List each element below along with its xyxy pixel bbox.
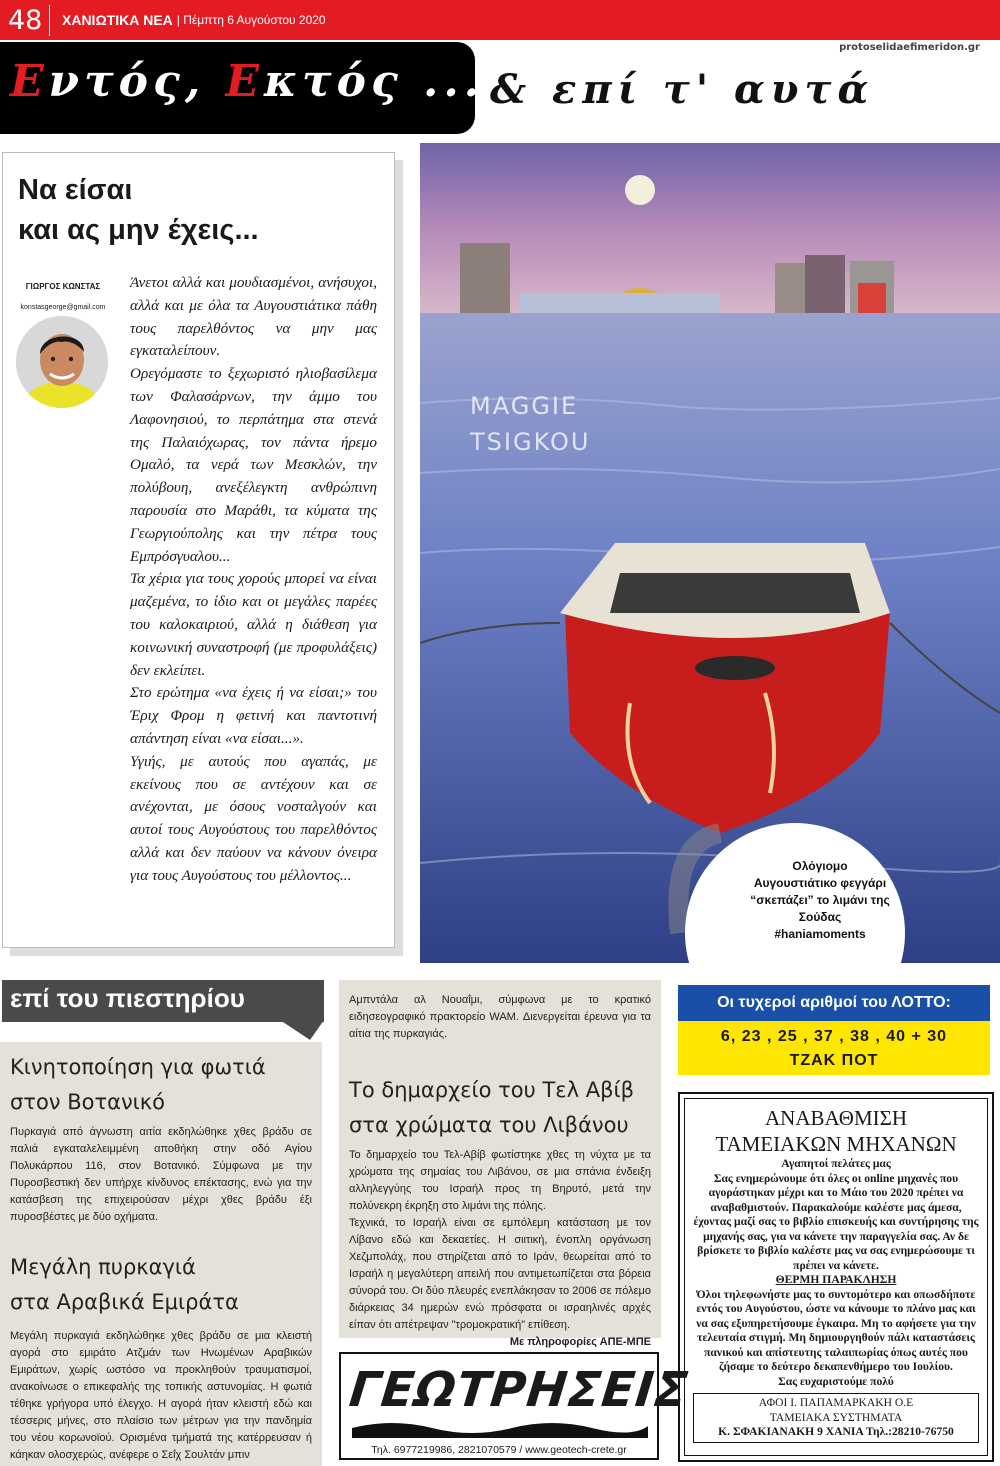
story-title <box>10 1250 312 1320</box>
watermark: protoselidaefimeridon.gr <box>839 42 980 53</box>
ad-inner-frame <box>684 1098 988 1456</box>
banner-cap-2: Ε <box>225 56 265 107</box>
signature-line: MAGGIE <box>470 392 579 420</box>
signature-line: TSIGKOU <box>470 428 591 456</box>
caption-line: Ολόγιομο <box>792 859 848 873</box>
column-paragraph: Άνετοι αλλά και μουδιασμένοι, ανήσυχοι, αλλά και με όλα τα Αυγουστιάτικα πάθη τους παρελθόντος να μην μας εγκαταλείπουν. <box>130 274 377 360</box>
wave-graphic <box>352 1418 648 1438</box>
press-section-title: επί του πιεστηρίου <box>10 983 245 1013</box>
banner-cap-1: Ε <box>10 56 49 107</box>
press-column-1 <box>0 1042 322 1466</box>
section-banner-subtitle: & επί τ' αυτά <box>490 66 875 113</box>
harbor-boat-photo <box>420 143 1000 963</box>
ad-thanks: Σας ευχαριστούμε πολύ <box>778 1374 894 1388</box>
ad-plea-title: ΘΕΡΜΗ ΠΑΡΑΚΛΗΣΗ <box>775 1273 897 1286</box>
ad-title-line: ΤΑΜΕΙΑΚΩΝ ΜΗΧΑΝΩΝ <box>715 1132 957 1156</box>
column-paragraph: Στο ερώτημα «να έχεις ή να είσαι;» του Έριχ Φρομ η φετινή και παντοτινή απάντηση είναι «να είσαι...». <box>130 684 377 747</box>
publication-date: | Πέμπτη 6 Αυγούστου 2020 <box>176 13 326 27</box>
column-paragraph: Ορεγόμαστε το ξεχωριστό ηλιοβασίλεμα των Φαλασάρνων, την άμμο του Λαφονησιού, το περπάτημα στα στενά της Παλαιόχωρας, τον πάντα ήρεμο Ομαλό, τα νερά των Μεσκλών, την πολύβουη, ανεξέλεγκτη ανθρώπινη παρουσία στο Μαράθι, τα κύματα της Γεωργιούπολης και την πέτρα τους Εμπρόσγυαλου... <box>130 365 377 565</box>
column-paragraph: Τα χέρια για τους χορούς μπορεί να είναι μαζεμένα, το ίδιο και οι μεγάλες παρέες του καλοκαιριού, αλλά η διάθεση για κοινωνική συναστροφή (με προφυλάξεις) δεν εκλείπει. <box>130 570 377 679</box>
banner-word-1: ντός, <box>48 56 226 107</box>
caption-line: Σούδας <box>798 910 842 924</box>
story-title-line: Το δημαρχείο του Τελ Αβίβ <box>349 1078 635 1102</box>
lotto-numbers: 6, 23 , 25 , 37 , 38 , 40 + 30 <box>720 1028 948 1045</box>
story-title-line: Κινητοποίηση για φωτιά <box>10 1055 266 1079</box>
story-title-line: στα χρώματα του Λιβάνου <box>349 1113 629 1137</box>
caption-line: Αυγουστιάτικο φεγγάρι <box>753 876 887 890</box>
story-block <box>0 1042 322 1464</box>
ad-paragraph: Όλοι τηλεφωνήστε μας το συντομότερο και οπωσδήποτε εντός του Αυγούστου, ώστε να κάνουμε το πλάνο μας και να σας εξυπηρετήσουμε έγκαιρα. Μη το αφήσετε για την τελευταία στιγμή. Μη δημιουργηθούν πάλι καταστάσεις πανικού και απίστευτης ταλαιπωρίας όπως αυτές που ζήσαμε το δεύτερο δεκαπενθήμερο του Ιουλίου. <box>696 1287 976 1373</box>
author-email: konstasgeorge@gmail.com <box>20 304 106 311</box>
geotrisis-contact: Τηλ. 6977219986, 2821070579 / www.geotech-crete.gr <box>371 1444 627 1456</box>
story-body: Πυρκαγιά από άγνωστη αιτία εκδηλώθηκε χθες βράδυ σε παλιά εγκαταλελειμμένη αποθήκη στην οδό Αγίου Πολυκάρπου 116, στον Βοτανικό. Σύμφωνα με την Πυροσβεστική δεν υπήρχε κίνδυνος επέκτασης, ενώ για την κατάσβεση της επιχειρούσαν μέχρι χθες βράδυ έξι πυροσβέστες με δύο οχήματα. <box>10 1126 312 1223</box>
section-banner-title <box>10 56 484 107</box>
column-title <box>18 170 388 250</box>
caption-hashtag: #haniamoments <box>774 927 866 941</box>
column-title-line: και ας μην έχεις... <box>18 214 259 246</box>
lotto-jackpot: ΤΖΑΚ ΠΟΤ <box>789 1052 879 1069</box>
column-paragraph: Υγιής, με αυτούς που αγαπάς, με εκείνους που σε αντέχουν και σε ανέχονται, με όσους νοσταλγούν και αυτοί τους Αυγούστους του παρελθόντος αλλά και δεν παύουν να κάνουν όνειρα για τους Αυγούστους του μέλλοντος... <box>130 752 377 884</box>
column-body <box>130 272 377 888</box>
page-header-bar <box>0 0 1000 40</box>
geotrisis-logo: ΓΕΩΤΡΗΣΕΙΣ <box>346 1362 692 1418</box>
photographer-signature <box>470 388 590 460</box>
press-bar-pointer <box>280 1020 324 1042</box>
ad-address: Κ. ΣΦΑΚΙΑΝΑΚΗ 9 ΧΑΝΙΑ Τηλ.:28210-76750 <box>718 1425 954 1438</box>
story-title <box>10 1050 312 1120</box>
ad-company-line: ΤΑΜΕΙΑΚΑ ΣΥΣΤΗΜΑΤΑ <box>769 1410 903 1424</box>
story-title-line: στα Αραβικά Εμιράτα <box>10 1290 239 1314</box>
lotto-title: Οι τυχεροί αριθμοί του ΛΟΤΤΟ: <box>678 985 990 1021</box>
page-number: 48 <box>0 5 50 36</box>
ad-paragraph: Σας ενημερώνουμε ότι όλες οι online μηχανές που αγοράστηκαν μέχρι και το Μάιο του 2020 πρέπει να αναβαθμιστούν. Παρακαλούμε καλέστε μας άμεσα, έχοντας μαζί σας το βιβλίο επισκευής και συντήρησης της μηχανής σας, για να κάνετε την παραγγελία σας. Αν δε βρίσκετε το βιβλίο καλέστε μας να σας ενημερώσουμε τι πρέπει να κάνετε. <box>693 1171 979 1272</box>
story-body: Μεγάλη πυρκαγιά εκδηλώθηκε χθες βράδυ σε μια κλειστή αγορά στο εμιράτο Ατζμάν των Ηνωμένων Αραβικών Εμιράτων, χωρίς ωστόσο να προκληθούν τραυματισμοί, ανακοίνωσε ο επικεφαλής της τοπικής αστυνομίας. Η φωτιά τέθηκε γρήγορα υπό έλεγχο. Η αγορά ήταν κλειστή εδώ και τέσσερις μήνες, στο πλαίσιο των μέτρων για την πανδημία του νέου κορωνοϊού. Ορισμένα τμήματά της κατέρρευσαν ή κάηκαν ολοσχερώς, ανέφερε ο Σεΐχ Σουλτάν μπιν <box>10 1330 312 1461</box>
publication-name: ΧΑΝΙΩΤΙΚΑ ΝΕΑ <box>62 12 173 28</box>
ad-company-box <box>693 1393 979 1443</box>
ad-greeting: Αγαπητοί πελάτες μας <box>781 1157 891 1170</box>
column-title-line: Να είσαι <box>18 174 133 206</box>
story-continuation: Αμπντάλα αλ Νουαΐμι, σύμφωνα με το κρατικό ειδησεογραφικό πρακτορείο WAM. Διενεργείται έρευνα για τα αίτια της πυρκαγιάς. <box>349 994 651 1040</box>
photo-caption <box>720 858 920 943</box>
story-title-line: Μεγάλη πυρκαγιά <box>10 1255 196 1279</box>
banner-word-2: κτός ... <box>264 56 485 107</box>
author-photo <box>16 316 108 408</box>
press-column-2 <box>339 980 661 1348</box>
story-body: Το δημαρχείο του Τελ-Αβίβ φωτίστηκε χθες τη νύχτα με τα χρώματα της σημαίας του Λιβάνου, σε μια σπάνια ένδειξη αλληλεγγύης του Ισραήλ προς τη Βηρυτό, μετά την πολύνεκρη έκρηξη στο λιμάνι της πόλης. <box>349 1149 651 1212</box>
story-body: Τεχνικά, το Ισραήλ είναι σε εμπόλεμη κατάσταση με τον Λίβανο εδώ και δεκαετίες. Η σιιτική, ένοπλη οργάνωση Χεζμπολάχ, που στηρίζεται από το Ιράν, θεωρείται από το Ισραήλ η μεγαλύτερη απειλή που αντιμετωπίζεται στα βόρεια σύνορά του. Οι δύο πλευρές ενεπλάκησαν το 2006 σε πόλεμο διάρκειας 34 ημερών ενώ πρόσφατα οι ισραηλινές αρχές είπαν ότι απέτρεψαν "τρομοκρατική" επίθεση. <box>349 1217 651 1331</box>
story-block <box>339 980 661 1351</box>
ad-title-line: ΑΝΑΒΑΘΜΙΣΗ <box>764 1106 908 1130</box>
ad-title <box>693 1105 979 1157</box>
story-title <box>349 1073 651 1143</box>
author-name: ΓΙΩΡΓΟΣ ΚΩΝΣΤΑΣ <box>25 282 101 291</box>
ad-company: ΑΦΟΙ Ι. ΠΑΠΑΜΑΡΚΑΚΗ Ο.Ε <box>758 1396 914 1409</box>
caption-line: “σκεπάζει” το λιμάνι της <box>750 893 890 907</box>
lotto-numbers-panel <box>678 1021 990 1075</box>
story-source: Με πληροφορίες ΑΠΕ-ΜΠΕ <box>509 1336 651 1348</box>
cash-register-ad <box>678 1092 994 1462</box>
story-title-line: στον Βοτανικό <box>10 1090 166 1114</box>
